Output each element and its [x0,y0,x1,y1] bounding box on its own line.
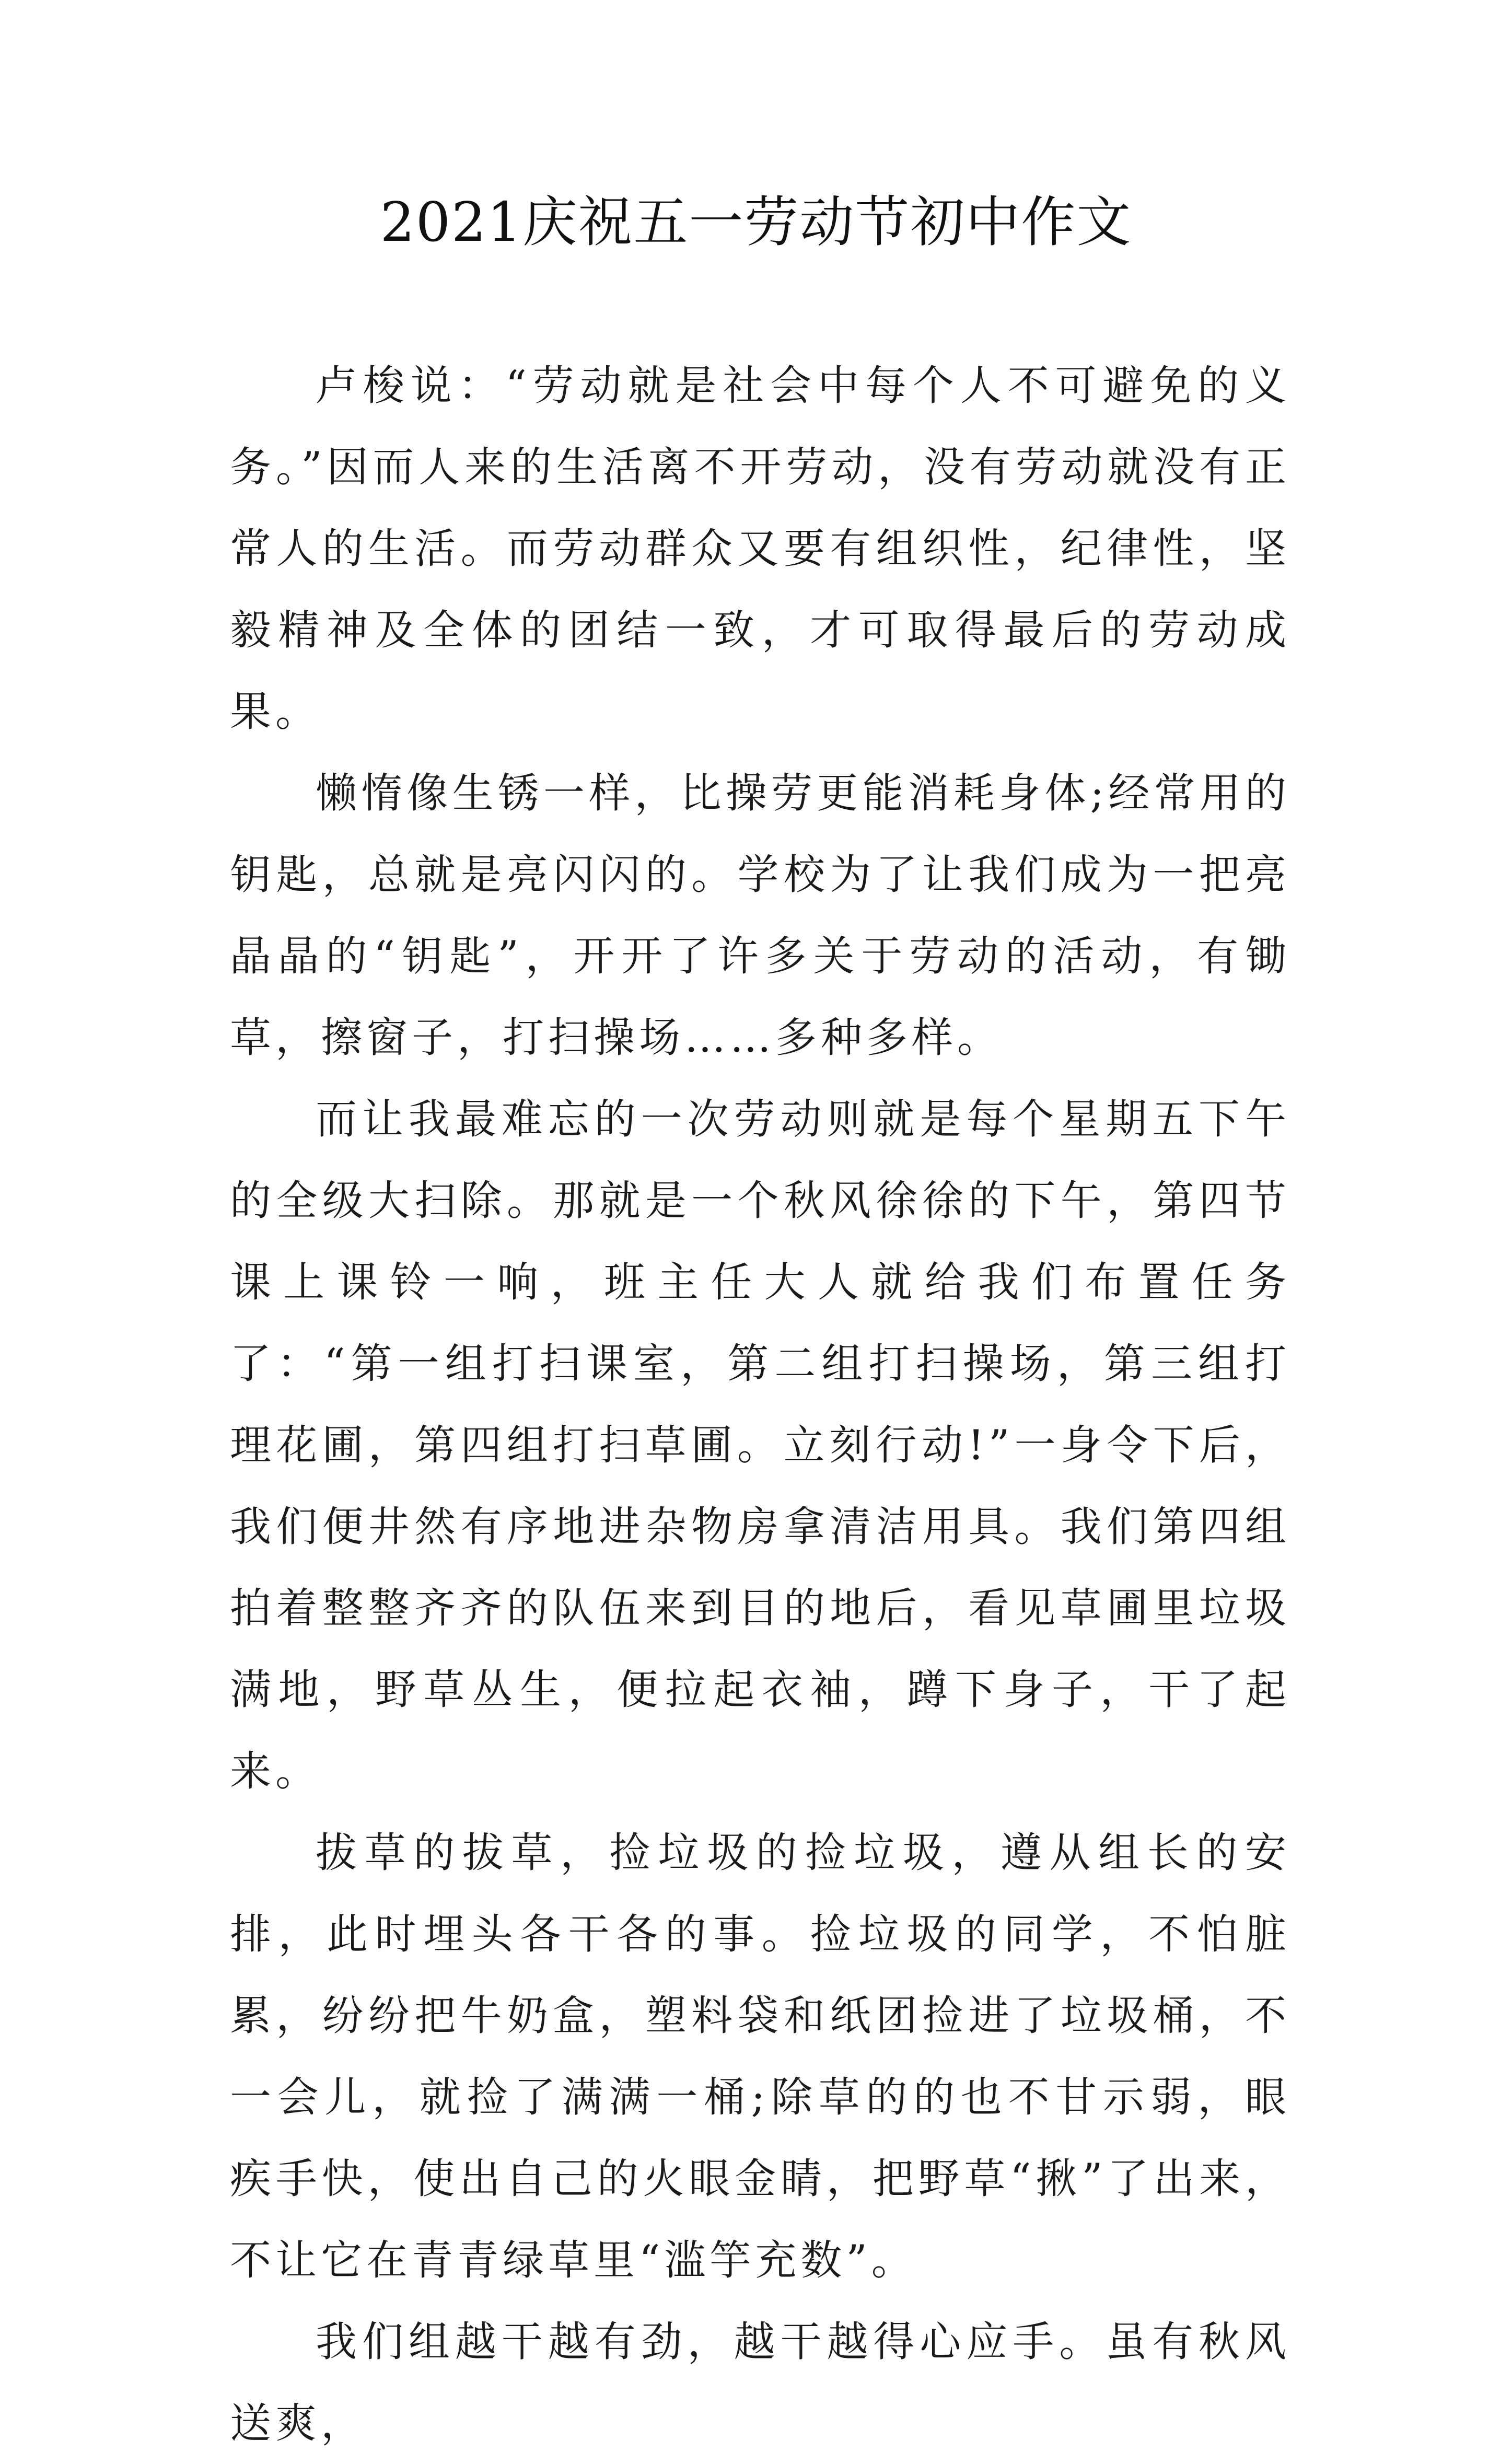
document-title: 2021庆祝五一劳动节初中作文 [380,190,1132,254]
paragraph: 我们组越干越有劲，越干越得心应手。虽有秋风送爽， [230,2318,1290,2447]
paragraph: 而让我最难忘的一次劳动则就是每个星期五下午的全级大扫除。那就是一个秋风徐徐的下午，第四节课上课铃一响，班主任大人就给我们布置任务了：“第一组打扫课室，第二组打扫操场，第三组打理花圃，第四组打扫草圃。立刻行动!”一身令下后，我们便井然有序地进杂物房拿清洁用具。我们第四组拍着整整齐齐的队伍来到目的地后，看见草圃里垃圾满地，野草丛生，便拉起衣袖，蹲下身子，干了起来。 [230,1095,1290,1795]
paragraph: 懒惰像生锈一样，比操劳更能消耗身体;经常用的钥匙，总就是亮闪闪的。学校为了让我们成为一把亮晶晶的“钥匙”，开开了许多关于劳动的活动，有锄草，擦窗子，打扫操场……多种多样。 [230,769,1290,1062]
paragraph: 拔草的拔草，捡垃圾的捡垃圾，遵从组长的安排，此时埋头各干各的事。捡垃圾的同学，不怕脏累，纷纷把牛奶盒，塑料袋和纸团捡进了垃圾桶，不一会儿，就捡了满满一桶;除草的的也不甘示弱，眼疾手快，使出自己的火眼金睛，把野草“揪”了出来，不让它在青青绿草里“滥竽充数”。 [230,1829,1290,2284]
document-body [230,345,1290,2464]
paragraph: 卢梭说：“劳动就是社会中每个人不可避免的义务。”因而人来的生活离不开劳动，没有劳动就没有正常人的生活。而劳动群众又要有组织性，纪律性，坚毅精神及全体的团结一致，才可取得最后的劳动成果。 [230,362,1290,736]
